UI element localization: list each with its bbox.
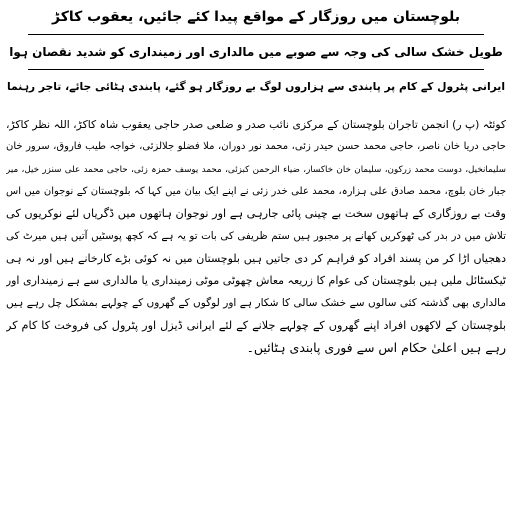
article-line: بلوچستان کے لاکھوں افراد اپنے گھروں کے چولہے جلانے کے لئے ایرانی ڈیزل اور پٹرول کی فروخت کا کام کر <box>6 318 506 332</box>
divider-1 <box>28 34 484 35</box>
headline-3: ایرانی پٹرول کے کام پر پابندی سے ہزاروں لوگ بے روزگار ہو گئے، پابندی ہٹائی جائے، تاجر رہنما <box>6 80 506 93</box>
article-line: وقت بے روزگاری کے ہاتھوں سخت بے چینی پائی جارہی ہے اور نوجوان ہاتھوں میں ڈگریاں لئے نوکریوں کی <box>6 207 506 221</box>
article-line: دھجیاں اڑا کر من پسند افراد کو فراہم کر دی جاتیں ہیں بلوچستان میں نہ کوئی بڑے کارخانے ہیں اور نہ ہی <box>6 251 506 265</box>
article-line: کوئٹہ (پ ر) انجمن تاجران بلوچستان کے مرکزی نائب صدر و ضلعی صدر حاجی یعقوب شاہ کاکڑ، اللہ نظر کاکڑ، <box>6 118 506 131</box>
divider-2 <box>28 69 484 70</box>
article-line: ٹیکسٹائل ملیں ہیں بلوچستان کی عوام کا زریعہ معاش چھوٹی موٹی زمینداری یا مالداری سے ہے زمینداری اور <box>6 274 506 288</box>
article-line: مالداری بھی گذشتہ کئی سالوں سے خشک سالی کا شکار ہے اور لوگوں کے گھروں کے چولہے بمشکل چل رہے ہیں <box>6 297 506 310</box>
article-line: سلیمانخیل، دوست محمد زرکون، سلیمان خان خاکسار، ضیاء الرحمن کبزئی، محمد یوسف حمزہ زئی، حاجی محمد علی سنزر خیل، میر <box>6 164 506 175</box>
headline-1: بلوچستان میں روزگار کے مواقع پیدا کئے جائیں، یعقوب کاکڑ <box>52 9 460 25</box>
headline-2: طویل خشک سالی کی وجہ سے صوبے میں مالداری اور زمینداری کو شدید نقصان ہوا <box>9 45 503 59</box>
article-line: جبار خان بلوچ، محمد صادق علی ہزارہ، محمد علی خدر زئی نے اپنے ایک بیان میں کہا کہ بلوچستان کے نوجوان میں اس <box>6 185 506 197</box>
article-line: رہے ہیں اعلیٰ حکام اس سے فوری پابندی ہٹائیں۔ <box>246 339 506 355</box>
article-line: تلاش میں در بدر کی ٹھوکریں کھانے پر مجبور ہیں ستم ظریفی کی بات تو یہ ہے کہ کچھ پوسٹیں آتیں ہیں میرٹ کی <box>6 230 506 243</box>
article-line: حاجی دریا خان ناصر، حاجی محمد حسن حیدر زئی، محمد نور دوران، ملا فضلو جلالزئی، خواجہ طیب فاروق، سرور خان <box>6 141 506 153</box>
article-body <box>6 114 506 359</box>
